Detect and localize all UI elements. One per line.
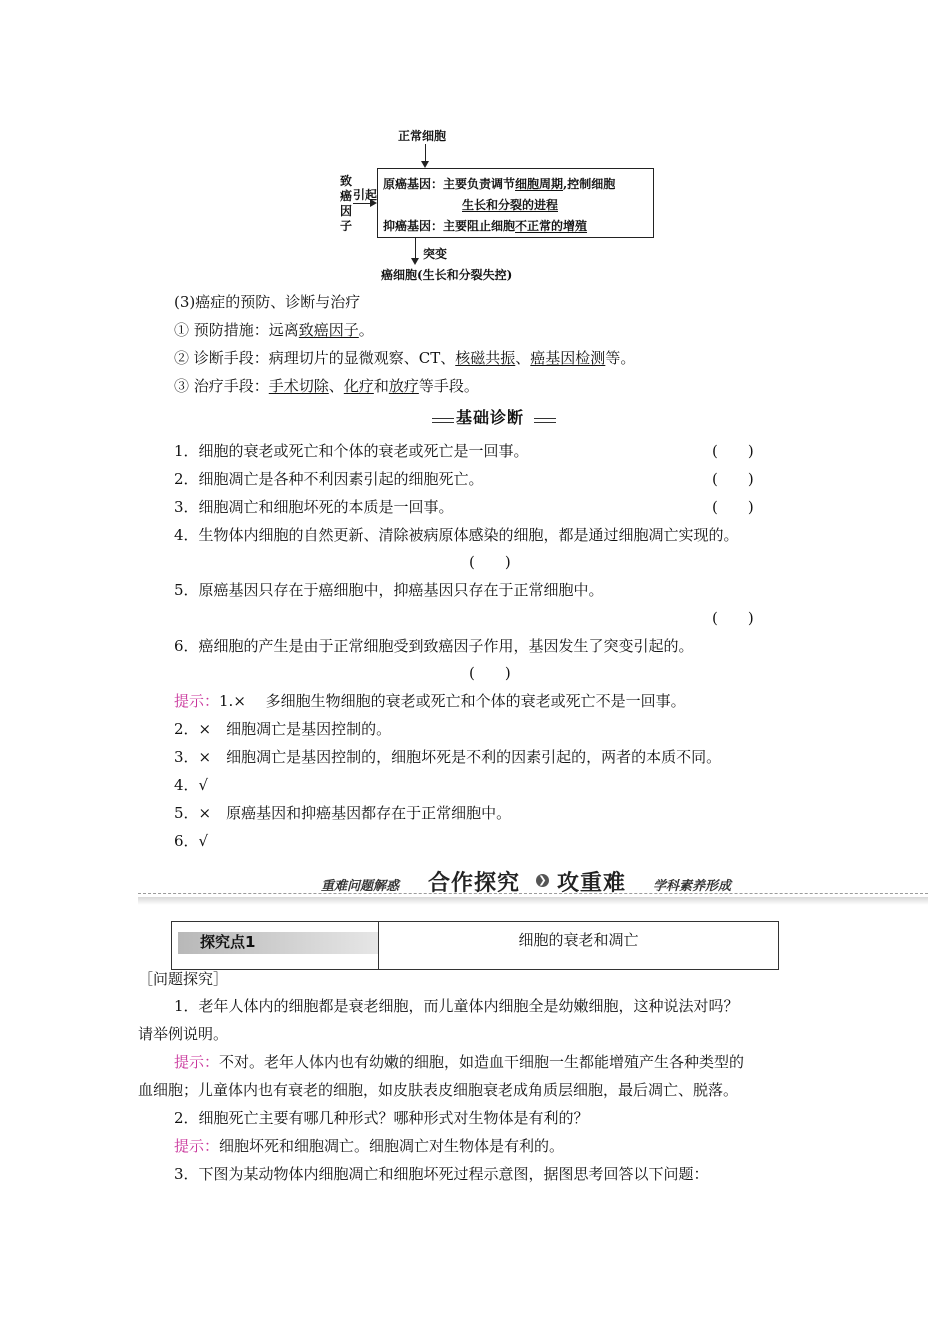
arrow-down-icon [421,161,429,168]
problem1-question: 1．老年人体内的细胞都是衰老细胞，而儿童体内细胞全是幼嫩细胞，这种说法对吗？ [174,997,739,1015]
radio-term: 放疗 [388,377,419,395]
answer-text: 1.× 多细胞生物细胞的衰老或死亡和个体的衰老或死亡不是一回事。 [219,692,686,710]
answer-paren: ( ) [712,498,754,516]
carcinogen-char: 因 [339,204,352,218]
prevention-text: ① 预防措施：远离 [174,321,299,339]
treatment-line [174,376,479,396]
treatment-sep: 和 [373,377,389,395]
answer-item: 4．√ [174,776,209,794]
answer-paren: ( ) [469,664,511,682]
diagnosis-line [174,348,635,368]
diagnosis-sep: 、 [515,349,531,367]
explore-point-label: 探究点1 [200,933,256,951]
cell-cycle-term: 细胞周期 [515,177,564,191]
header-rule-right [534,418,556,423]
question-item: 6．癌细胞的产生是由于正常细胞受到致癌因子作用，基因发生了突变引起的。 [174,637,694,655]
banner-main-2: 攻重难 [557,871,627,896]
answer-text: 不对。老年人体内也有幼嫩的细胞，如造血干细胞一生都能增殖产生各种类型的 [219,1053,745,1071]
answer-paren: ( ) [712,470,754,488]
answer-paren: ( ) [469,553,511,571]
answer-item: 3．× 细胞凋亡是基因控制的，细胞坏死是不利的因素引起的，两者的本质不同。 [174,748,722,766]
explore-point-title: 细胞的衰老和凋亡 [518,931,639,949]
problem-header: ［问题探究］ [138,970,229,988]
hint-label: 提示： [174,692,220,710]
explore-point-tab [172,922,379,969]
explore-point-box [171,921,779,970]
proto-oncogene-line [383,175,615,192]
question-item: 3．细胞凋亡和细胞坏死的本质是一回事。 [174,498,454,516]
answer-item: 6．√ [174,832,209,850]
proto-oncogene-text-end: ,控制细胞 [563,177,616,191]
prevention-end: 。 [358,321,374,339]
chevron-right-icon: ❯ [536,874,549,887]
problem3-question: 3．下图为某动物体内细胞凋亡和细胞坏死过程示意图，据图思考回答以下问题： [174,1165,709,1183]
question-item: 2．细胞凋亡是各种不利因素引起的细胞死亡。 [174,470,484,488]
mri-term: 核磁共振 [455,349,516,367]
question-item: 1．细胞的衰老或死亡和个体的衰老或死亡是一回事。 [174,442,529,460]
answer-paren: ( ) [712,442,754,460]
problem2-question: 2．细胞死亡主要有哪几种形式？哪种形式对生物体是有利的？ [174,1109,589,1127]
arrow-line-left [353,203,371,204]
answer-paren: ( ) [712,609,754,627]
problem1-answer-cont: 血细胞；儿童体内也有衰老的细胞，如皮肤表皮细胞衰老成角质层细胞，最后凋亡、脱落。 [138,1081,739,1099]
surgery-term: 手术切除 [268,377,329,395]
treatment-text: ③ 治疗手段： [174,377,269,395]
banner-left-text: 重难问题解惑 [321,879,400,894]
tumor-suppressor-text: 抑癌基因：主要阻止细胞 [383,219,516,233]
cause-label: 引起 [353,188,378,202]
mutation-label: 突变 [423,247,448,261]
proto-oncogene-text: 原癌基因：主要负责调节 [383,177,516,191]
answer-text: 细胞坏死和细胞凋亡。细胞凋亡对生物体是有利的。 [219,1137,565,1155]
banner-main-1: 合作探究 [428,871,521,896]
carcinogen-char: 癌 [339,189,352,203]
banner-shadow [138,897,928,905]
prevention-line [174,320,374,340]
proto-oncogene-line2 [462,196,558,213]
problem2-answer [174,1136,564,1156]
carcinogen-char: 致 [339,174,352,188]
carcinogen-term: 致癌因子 [298,321,359,339]
chemo-term: 化疗 [343,377,374,395]
cancer-cell-label: 癌细胞(生长和分裂失控) [381,268,513,282]
diagnosis-end: 等。 [605,349,636,367]
carcinogen-char: 子 [339,219,352,233]
treatment-sep: 、 [328,377,344,395]
answer-item: 2．× 细胞凋亡是基因控制的。 [174,720,392,738]
diagnosis-section-header [432,408,556,430]
hint-label: 提示： [174,1053,220,1071]
treatment-end: 等手段。 [418,377,479,395]
banner-right-text: 学科素养形成 [653,879,732,894]
question-item: 5．原癌基因只存在于癌细胞中，抑癌基因只存在于正常细胞中。 [174,581,604,599]
header-rule-left [432,418,454,423]
problem1-question-cont: 请举例说明。 [138,1025,229,1043]
question-item: 4．生物体内细胞的自然更新、清除被病原体感染的细胞，都是通过细胞凋亡实现的。 [174,526,739,544]
arrow-line-top [425,144,426,162]
arrow-down-icon [411,258,419,265]
diagnosis-header-title: 基础诊断 [456,408,525,427]
abnormal-proliferation-term: 不正常的增殖 [515,219,588,233]
answer-item: 5．× 原癌基因和抑癌基因都存在于正常细胞中。 [174,804,512,822]
tumor-suppressor-line [383,217,587,234]
normal-cell-label: 正常细胞 [398,129,447,143]
arrow-right-icon [370,199,377,207]
carcinogen-vertical-label [339,174,353,234]
growth-division-term: 生长和分裂的进程 [462,198,559,212]
hint-answer-1 [174,691,686,711]
problem1-answer [174,1052,744,1072]
oncogene-test-term: 癌基因检测 [530,349,606,367]
arrow-line-bottom [415,237,416,259]
banner-divider [138,893,928,894]
diagnosis-text: ② 诊断手段：病理切片的显微观察、CT、 [174,349,456,367]
section3-title: (3)癌症的预防、诊断与治疗 [174,293,361,311]
hint-label: 提示： [174,1137,220,1155]
